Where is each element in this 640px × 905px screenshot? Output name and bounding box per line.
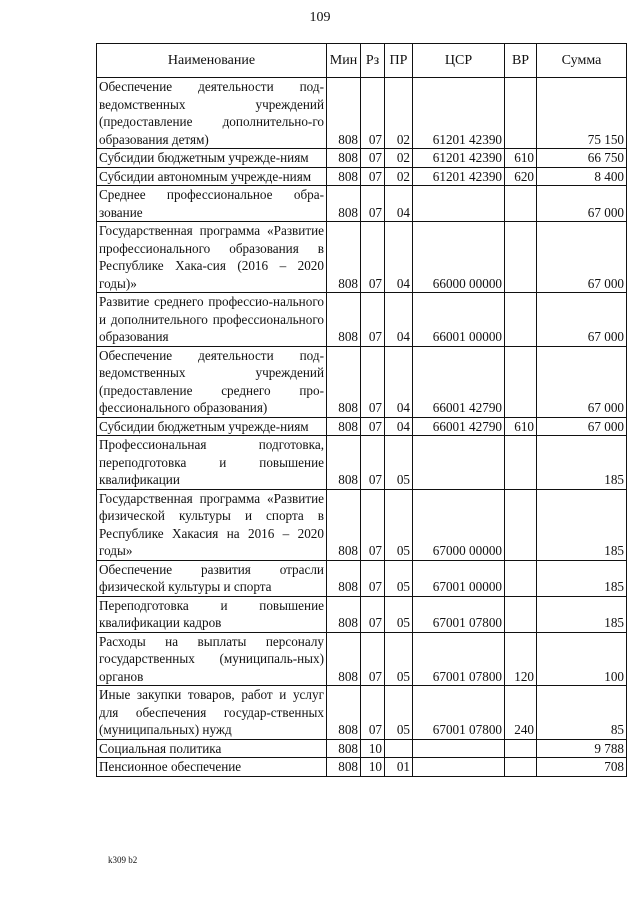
table-row xyxy=(97,686,627,740)
cell-sum: 185 xyxy=(537,489,627,560)
cell-rz: 07 xyxy=(361,417,385,436)
cell-csr: 67000 00000 xyxy=(413,489,505,560)
cell-vr: 610 xyxy=(505,417,537,436)
cell-name: Субсидии автономным учрежде-ниям xyxy=(97,167,327,186)
cell-pr: 05 xyxy=(385,489,413,560)
cell-rz: 10 xyxy=(361,758,385,777)
cell-pr: 05 xyxy=(385,686,413,740)
cell-name: Субсидии бюджетным учрежде-ниям xyxy=(97,417,327,436)
budget-table xyxy=(96,43,627,777)
cell-pr: 02 xyxy=(385,167,413,186)
cell-sum: 185 xyxy=(537,436,627,490)
cell-csr xyxy=(413,739,505,758)
table-row xyxy=(97,758,627,777)
table-row xyxy=(97,417,627,436)
table-row xyxy=(97,436,627,490)
cell-min: 808 xyxy=(327,758,361,777)
header-sum: Сумма xyxy=(537,44,627,78)
cell-min: 808 xyxy=(327,436,361,490)
cell-sum: 185 xyxy=(537,596,627,632)
cell-vr: 240 xyxy=(505,686,537,740)
cell-min: 808 xyxy=(327,489,361,560)
cell-sum: 66 750 xyxy=(537,149,627,168)
header-pr: ПР xyxy=(385,44,413,78)
cell-csr: 67001 07800 xyxy=(413,596,505,632)
cell-sum: 185 xyxy=(537,560,627,596)
cell-sum: 67 000 xyxy=(537,186,627,222)
cell-csr: 61201 42390 xyxy=(413,167,505,186)
cell-vr xyxy=(505,758,537,777)
table-row xyxy=(97,739,627,758)
cell-min: 808 xyxy=(327,78,361,149)
cell-name: Обеспечение деятельности под-ведомственных учреждений (предоставление среднего про-фессионального образования) xyxy=(97,346,327,417)
table-row xyxy=(97,78,627,149)
cell-name: Среднее профессиональное обра-зование xyxy=(97,186,327,222)
cell-vr xyxy=(505,596,537,632)
cell-pr: 05 xyxy=(385,560,413,596)
cell-name: Переподготовка и повышение квалификации кадров xyxy=(97,596,327,632)
cell-csr: 67001 00000 xyxy=(413,560,505,596)
cell-rz: 07 xyxy=(361,346,385,417)
cell-name: Государственная программа «Развитие профессионального образования в Республике Хака-сия (2016 – 2020 годы)» xyxy=(97,222,327,293)
cell-csr: 61201 42390 xyxy=(413,149,505,168)
cell-rz: 07 xyxy=(361,436,385,490)
cell-vr xyxy=(505,739,537,758)
cell-sum: 708 xyxy=(537,758,627,777)
cell-sum: 67 000 xyxy=(537,222,627,293)
table-row xyxy=(97,222,627,293)
table-body xyxy=(97,78,627,777)
cell-name: Иные закупки товаров, работ и услуг для обеспечения государ-ственных (муниципальных) нужд xyxy=(97,686,327,740)
cell-rz: 07 xyxy=(361,293,385,347)
cell-min: 808 xyxy=(327,222,361,293)
table-header-row xyxy=(97,44,627,78)
cell-rz: 07 xyxy=(361,78,385,149)
footer-code: k309 b2 xyxy=(108,855,138,865)
cell-min: 808 xyxy=(327,293,361,347)
cell-pr: 05 xyxy=(385,632,413,686)
cell-rz: 07 xyxy=(361,632,385,686)
cell-vr: 620 xyxy=(505,167,537,186)
cell-csr xyxy=(413,436,505,490)
cell-min: 808 xyxy=(327,417,361,436)
cell-name: Расходы на выплаты персоналу государственных (муниципаль-ных) органов xyxy=(97,632,327,686)
cell-csr: 67001 07800 xyxy=(413,686,505,740)
cell-min: 808 xyxy=(327,632,361,686)
cell-csr: 66001 42790 xyxy=(413,417,505,436)
cell-csr xyxy=(413,758,505,777)
cell-sum: 85 xyxy=(537,686,627,740)
header-csr: ЦСР xyxy=(413,44,505,78)
cell-rz: 07 xyxy=(361,167,385,186)
cell-name: Развитие среднего профессио-нального и дополнительного профессионального образования xyxy=(97,293,327,347)
cell-csr: 66001 00000 xyxy=(413,293,505,347)
cell-pr: 02 xyxy=(385,149,413,168)
cell-sum: 67 000 xyxy=(537,293,627,347)
cell-sum: 9 788 xyxy=(537,739,627,758)
cell-csr: 66001 42790 xyxy=(413,346,505,417)
cell-csr: 61201 42390 xyxy=(413,78,505,149)
cell-csr: 67001 07800 xyxy=(413,632,505,686)
cell-pr: 02 xyxy=(385,78,413,149)
cell-name: Субсидии бюджетным учрежде-ниям xyxy=(97,149,327,168)
cell-vr xyxy=(505,436,537,490)
cell-name: Профессиональная подготовка, переподготовка и повышение квалификации xyxy=(97,436,327,490)
cell-vr xyxy=(505,293,537,347)
page-number: 109 xyxy=(309,10,331,25)
cell-vr xyxy=(505,346,537,417)
cell-pr: 01 xyxy=(385,758,413,777)
cell-pr: 04 xyxy=(385,293,413,347)
cell-pr: 04 xyxy=(385,222,413,293)
table-row xyxy=(97,632,627,686)
cell-vr xyxy=(505,222,537,293)
cell-rz: 07 xyxy=(361,489,385,560)
table-row xyxy=(97,346,627,417)
cell-name: Пенсионное обеспечение xyxy=(97,758,327,777)
cell-vr xyxy=(505,186,537,222)
table-row xyxy=(97,167,627,186)
cell-pr: 04 xyxy=(385,417,413,436)
cell-rz: 07 xyxy=(361,149,385,168)
table-row xyxy=(97,560,627,596)
cell-min: 808 xyxy=(327,186,361,222)
cell-pr: 04 xyxy=(385,346,413,417)
cell-pr xyxy=(385,739,413,758)
cell-pr: 04 xyxy=(385,186,413,222)
cell-min: 808 xyxy=(327,149,361,168)
cell-rz: 07 xyxy=(361,596,385,632)
header-vr: ВР xyxy=(505,44,537,78)
cell-rz: 07 xyxy=(361,560,385,596)
table-row xyxy=(97,596,627,632)
cell-min: 808 xyxy=(327,596,361,632)
cell-name: Государственная программа «Развитие физической культуры и спорта в Республике Хакасия на 2016 – 2020 годы» xyxy=(97,489,327,560)
cell-vr xyxy=(505,78,537,149)
cell-rz: 07 xyxy=(361,186,385,222)
cell-vr xyxy=(505,489,537,560)
cell-min: 808 xyxy=(327,560,361,596)
cell-csr: 66000 00000 xyxy=(413,222,505,293)
cell-rz: 07 xyxy=(361,222,385,293)
cell-name: Обеспечение развития отрасли физической культуры и спорта xyxy=(97,560,327,596)
cell-name: Обеспечение деятельности под-ведомственных учреждений (предоставление дополнительно-го образования детям) xyxy=(97,78,327,149)
header-name: Наименование xyxy=(97,44,327,78)
table-row xyxy=(97,149,627,168)
cell-sum: 100 xyxy=(537,632,627,686)
cell-sum: 75 150 xyxy=(537,78,627,149)
cell-rz: 07 xyxy=(361,686,385,740)
cell-vr: 610 xyxy=(505,149,537,168)
table-row xyxy=(97,489,627,560)
cell-vr xyxy=(505,560,537,596)
cell-pr: 05 xyxy=(385,596,413,632)
table-row xyxy=(97,186,627,222)
cell-rz: 10 xyxy=(361,739,385,758)
cell-csr xyxy=(413,186,505,222)
header-min: Мин xyxy=(327,44,361,78)
cell-sum: 67 000 xyxy=(537,346,627,417)
cell-vr: 120 xyxy=(505,632,537,686)
header-rz: Рз xyxy=(361,44,385,78)
cell-sum: 67 000 xyxy=(537,417,627,436)
cell-pr: 05 xyxy=(385,436,413,490)
cell-min: 808 xyxy=(327,686,361,740)
table-row xyxy=(97,293,627,347)
cell-min: 808 xyxy=(327,167,361,186)
cell-min: 808 xyxy=(327,346,361,417)
cell-min: 808 xyxy=(327,739,361,758)
cell-sum: 8 400 xyxy=(537,167,627,186)
cell-name: Социальная политика xyxy=(97,739,327,758)
